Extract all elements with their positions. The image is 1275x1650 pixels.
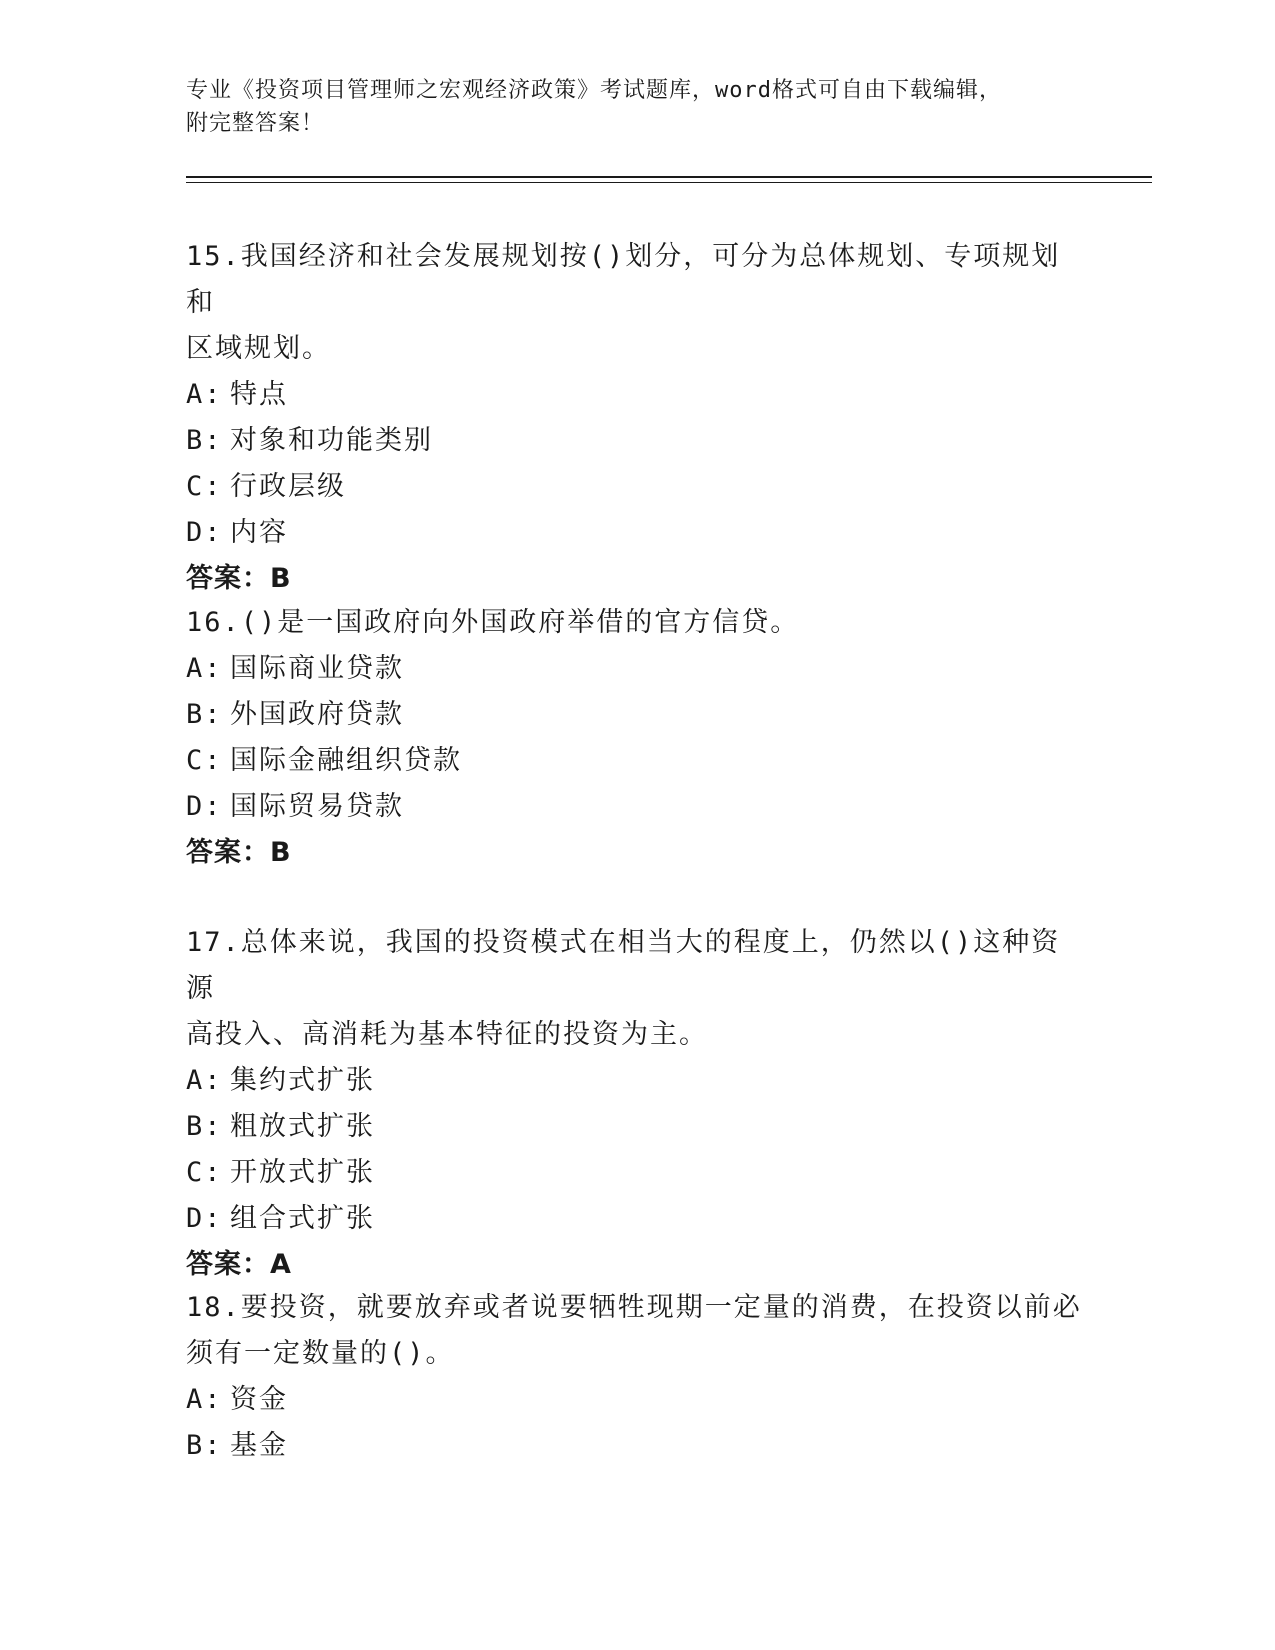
option-d xyxy=(186,784,1086,830)
option-text: 特点 xyxy=(230,379,288,410)
question-stem-continued: 高投入、高消耗为基本特征的投资为主。 xyxy=(186,1019,708,1050)
header-line-1: 专业《投资项目管理师之宏观经济政策》考试题库，word格式可自由下载编辑， xyxy=(186,78,1002,103)
option-letter: B: xyxy=(186,425,223,456)
option-text: 国际金融组织贷款 xyxy=(230,745,462,776)
option-a xyxy=(186,372,1086,418)
option-text: 基金 xyxy=(230,1430,288,1461)
question-16 xyxy=(186,600,1086,876)
question-stem: 16.()是一国政府向外国政府举借的官方信贷。 xyxy=(186,607,800,638)
option-text: 国际贸易贷款 xyxy=(230,791,404,822)
option-letter: A: xyxy=(186,653,223,684)
option-letter: C: xyxy=(186,471,223,502)
option-letter: D: xyxy=(186,791,223,822)
question-17 xyxy=(186,920,1086,1288)
option-c xyxy=(186,1150,1086,1196)
option-letter: D: xyxy=(186,1203,223,1234)
option-b xyxy=(186,692,1086,738)
option-text: 粗放式扩张 xyxy=(230,1111,375,1142)
option-letter: A: xyxy=(186,1384,223,1415)
header-line-2: 附完整答案！ xyxy=(186,111,325,136)
option-text: 资金 xyxy=(230,1384,288,1415)
option-letter: C: xyxy=(186,1157,223,1188)
option-letter: C: xyxy=(186,745,223,776)
question-stem-continued: 区域规划。 xyxy=(186,333,331,364)
option-letter: D: xyxy=(186,517,223,548)
option-letter: B: xyxy=(186,1111,223,1142)
option-letter: A: xyxy=(186,1065,223,1096)
question-15 xyxy=(186,234,1086,602)
option-a xyxy=(186,646,1086,692)
option-a xyxy=(186,1058,1086,1104)
option-text: 组合式扩张 xyxy=(230,1203,375,1234)
option-text: 开放式扩张 xyxy=(230,1157,375,1188)
option-letter: B: xyxy=(186,699,223,730)
option-a xyxy=(186,1377,1086,1423)
option-b xyxy=(186,1104,1086,1150)
option-d xyxy=(186,510,1086,556)
option-c xyxy=(186,464,1086,510)
option-text: 国际商业贷款 xyxy=(230,653,404,684)
answer: 答案：B xyxy=(186,563,292,594)
header-divider-thin xyxy=(186,182,1152,183)
option-letter: A: xyxy=(186,379,223,410)
header-divider-thick xyxy=(186,176,1152,178)
option-text: 内容 xyxy=(230,517,288,548)
question-stem: 17.总体来说，我国的投资模式在相当大的程度上，仍然以()这种资源 xyxy=(186,927,1061,1004)
question-stem-continued: 须有一定数量的()。 xyxy=(186,1338,455,1369)
option-b xyxy=(186,418,1086,464)
answer: 答案：B xyxy=(186,837,292,868)
option-text: 对象和功能类别 xyxy=(230,425,433,456)
question-18 xyxy=(186,1285,1086,1469)
option-text: 外国政府贷款 xyxy=(230,699,404,730)
option-text: 集约式扩张 xyxy=(230,1065,375,1096)
answer: 答案：A xyxy=(186,1249,292,1280)
option-c xyxy=(186,738,1086,784)
option-text: 行政层级 xyxy=(230,471,346,502)
option-b xyxy=(186,1423,1086,1469)
question-stem: 15.我国经济和社会发展规划按()划分，可分为总体规划、专项规划和 xyxy=(186,241,1061,318)
question-stem: 18.要投资，就要放弃或者说要牺牲现期一定量的消费，在投资以前必 xyxy=(186,1292,1082,1323)
option-d xyxy=(186,1196,1086,1242)
option-letter: B: xyxy=(186,1430,223,1461)
document-header xyxy=(186,74,1086,140)
